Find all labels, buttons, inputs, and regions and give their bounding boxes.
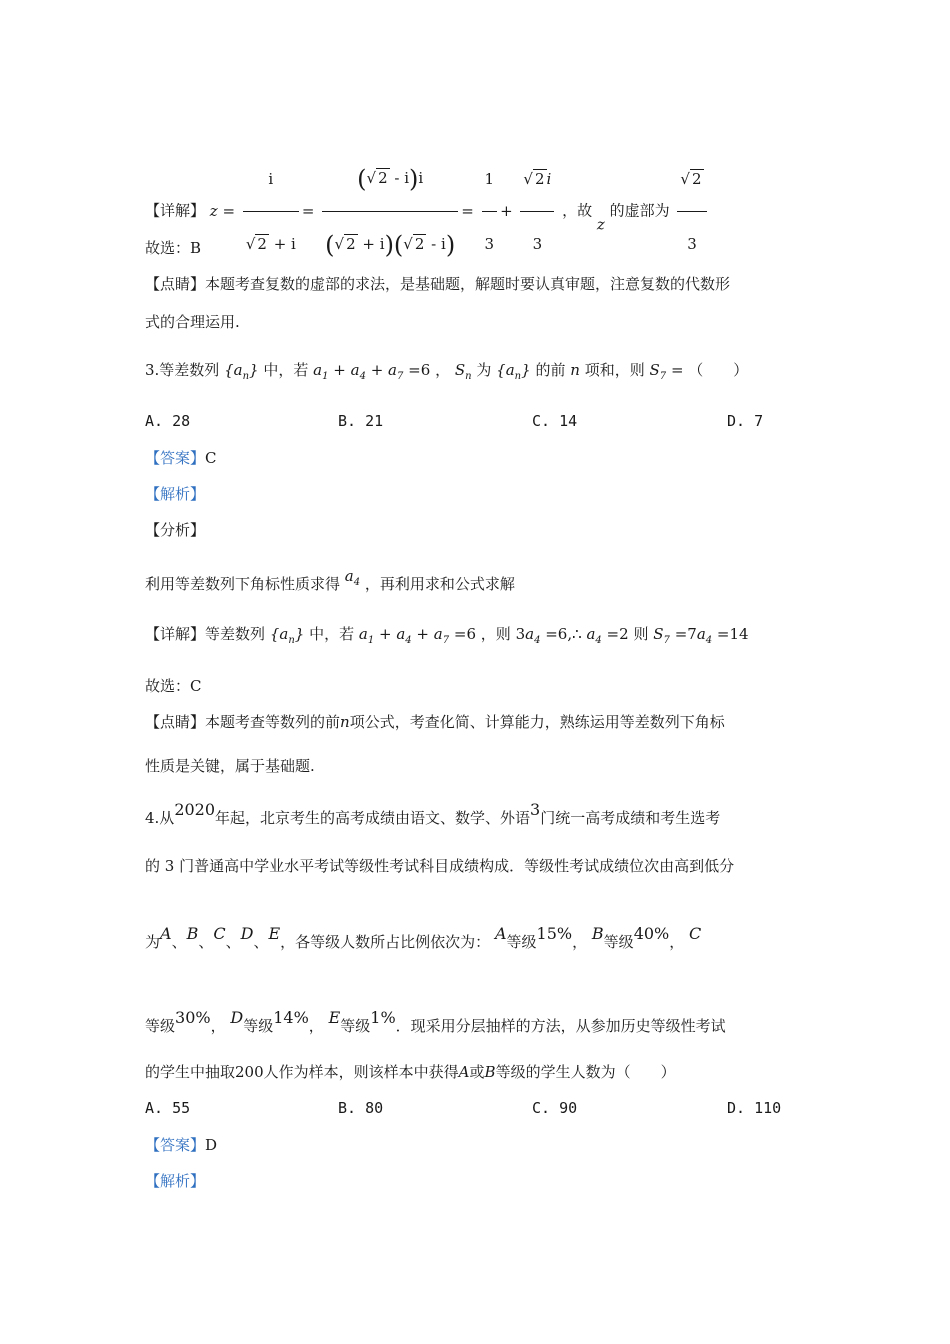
q4-comma-2: ， <box>669 933 685 951</box>
q3-stem-prefix: 3.等差数列 <box>145 361 220 379</box>
q4-comma-4: ， <box>308 1017 324 1035</box>
q4-pct-b: 40% <box>633 924 670 943</box>
q3-stem-end: （ ） <box>688 361 749 379</box>
q3-detail-t2: 中，若 <box>309 625 355 643</box>
q3-detail-cond: $a_1 + a_4 + a_7 =6$ <box>358 625 476 646</box>
q4-l1-c: 门统一高考成绩和考生选考 <box>540 809 721 827</box>
q3-answer <box>145 448 217 468</box>
q3-detail-t4: 则 <box>633 625 649 643</box>
q3-n: n <box>570 361 580 379</box>
q4-comma-1: ， <box>572 933 588 951</box>
q4-grade-c-2: C <box>689 924 702 943</box>
q2-var-z: z <box>596 215 605 234</box>
q4-option-a: A. 55 <box>145 1099 191 1117</box>
q3-stem <box>145 360 748 387</box>
q4-grade-word-e: 等级 <box>340 1017 371 1035</box>
q3-option-a: A. 28 <box>145 412 191 430</box>
q3-analysis-label: 【解析】 <box>145 485 206 503</box>
q3-detail-t3: ，则 <box>480 625 511 643</box>
q2-detail-line <box>145 148 710 275</box>
q4-grade-word-d: 等级 <box>243 1017 274 1035</box>
q4-line-4 <box>145 1008 726 1036</box>
q4-pct-e: 1% <box>370 1008 396 1027</box>
q4-l5-c: 等级的学生人数为（ ） <box>495 1063 676 1081</box>
q2-detail-label: 【详解】 <box>145 201 206 220</box>
q3-select: 故选：C <box>145 677 202 695</box>
q2-comment-label: 【点睛】 <box>145 275 206 293</box>
q4-grade-d: D <box>240 924 254 943</box>
q3-fenxi-label: 【分析】 <box>145 521 206 539</box>
q3-comment-1: 本题考查等数列的前 <box>205 713 341 731</box>
q4-grade-a-3: A <box>458 1063 470 1081</box>
q4-line-5 <box>145 1062 676 1082</box>
q3-detail <box>145 624 749 651</box>
q4-option-d: D. 110 <box>727 1099 782 1117</box>
q3-fenxi-text-1: 利用等差数列下角标性质求得 <box>145 575 341 593</box>
q3-stem-mid5: 项和，则 <box>584 361 645 379</box>
q4-grade-e-2: E <box>328 1008 341 1027</box>
q4-year: 2020 <box>174 800 216 819</box>
q2-answer-line: 故选：B <box>145 239 202 257</box>
q4-l5-or: 或 <box>469 1063 485 1081</box>
q4-sample-size: 200 <box>235 1063 264 1081</box>
q4-grade-a: A <box>160 924 172 943</box>
q3-s7: $S_7$ = <box>649 361 684 382</box>
q4-l1-b: 年起，北京考生的高考成绩由语文、数学、外语 <box>215 809 531 827</box>
q3-stem-mid2: ， <box>435 361 451 379</box>
q3-sn: $S_n$ <box>454 361 472 382</box>
q4-grade-word-c: 等级 <box>145 1017 176 1035</box>
q4-pct-a: 15% <box>536 924 573 943</box>
q4-grade-word-b: 等级 <box>603 933 634 951</box>
q3-option-d: D. 7 <box>727 412 764 430</box>
q4-grade-a-2: A <box>494 924 507 943</box>
q4-sep-3: 、 <box>225 933 241 951</box>
q3-fenxi-text <box>145 566 515 594</box>
q4-grade-d-2: D <box>230 1008 244 1027</box>
q4-analysis-label: 【解析】 <box>145 1172 206 1190</box>
q4-l4-end: ．现采用分层抽样的方法，从参加历史等级性考试 <box>395 1017 726 1035</box>
q4-sep-1: 、 <box>171 933 187 951</box>
q4-option-c: C. 90 <box>532 1099 578 1117</box>
q2-comment-line-2: 式的合理运用. <box>145 313 240 331</box>
q2-detail-mid: ，故 <box>562 201 593 220</box>
q3-detail-step: $3a_4$ =6,∴ $a_4 =2$ <box>515 625 629 646</box>
q2-comment-line-1 <box>145 274 730 294</box>
q2-formula: z = $\frac{i}{√ 2 + i}$ = $\frac{(√ 2 - i)i}{(√ 2 + i)(√ 2 - i)}$ = $\frac{1}{3}$ + $\frac{√ 2 i}{3}$ <box>210 202 562 220</box>
q4-sep-4: 、 <box>253 933 269 951</box>
q3-stem-mid4: 的前 <box>535 361 566 379</box>
q3-comment-n: n <box>340 713 350 731</box>
q3-answer-label: 【答案】 <box>145 449 206 467</box>
q4-l3-a: 为 <box>145 933 161 951</box>
q2-comment-text-1: 本题考查复数的虚部的求法，是基础题，解题时要认真审题，注意复数的代数形 <box>205 275 731 293</box>
q4-l5-b: 人作为样本，则该样本中获得 <box>263 1063 459 1081</box>
q4-grade-b: B <box>186 924 199 943</box>
q4-option-b: B. 80 <box>338 1099 384 1117</box>
q4-grade-e: E <box>268 924 281 943</box>
q3-seq-a: $\{a_n\}$ <box>224 361 259 382</box>
q3-option-c: C. 14 <box>532 412 578 430</box>
q3-option-b: B. 21 <box>338 412 384 430</box>
q3-seq-a-2: $\{a_n\}$ <box>496 361 531 382</box>
q3-fenxi-text-2: ，再利用求和公式求解 <box>364 575 515 593</box>
q3-a4: $a_4$ <box>344 567 361 588</box>
q3-comment <box>145 712 725 732</box>
q3-stem-mid3: 为 <box>476 361 492 379</box>
q4-line-1 <box>145 800 720 828</box>
q3-stem-mid1: 中，若 <box>263 361 309 379</box>
q4-l1-a: 4.从 <box>145 809 175 827</box>
q2-detail-end: 的虚部为 <box>609 201 670 220</box>
q4-grade-word-a: 等级 <box>506 933 537 951</box>
q4-answer-label: 【答案】 <box>145 1136 206 1154</box>
q4-answer-value: D <box>205 1136 218 1154</box>
q3-comment-2: 项公式，考查化简、计算能力，熟练运用等差数列下角标 <box>349 713 725 731</box>
q3-condition: $a_1 + a_4 + a_7 =6$ <box>313 361 431 382</box>
q4-sep-2: 、 <box>198 933 214 951</box>
q3-detail-seq: $\{a_n\}$ <box>269 625 305 646</box>
q3-comment-3: 性质是关键，属于基础题. <box>145 757 315 775</box>
q4-line-3 <box>145 924 701 952</box>
q3-detail-t1: 等差数列 <box>205 625 266 643</box>
q3-detail-label: 【详解】 <box>145 625 206 643</box>
q3-comment-label: 【点睛】 <box>145 713 206 731</box>
q4-comma-3: ， <box>210 1017 226 1035</box>
q4-grade-b-3: B <box>484 1063 496 1081</box>
q4-l5-a: 的学生中抽取 <box>145 1063 236 1081</box>
q4-l3-b: ，各等级人数所占比例依次为： <box>280 933 491 951</box>
q4-pct-c: 30% <box>175 1008 211 1027</box>
q4-pct-d: 14% <box>273 1008 309 1027</box>
q3-detail-result: $S_7 =7a_4 =14$ <box>653 625 749 646</box>
q2-result-fraction: $\frac{√ 2}{3}$ <box>677 149 706 274</box>
q4-grade-b-2: B <box>591 924 604 943</box>
q3-answer-value: C <box>205 449 217 467</box>
q4-answer <box>145 1135 217 1155</box>
q4-grade-c: C <box>213 924 226 943</box>
q4-three: 3 <box>530 800 541 819</box>
q4-line-2: 的 3 门普通高中学业水平考试等级性考试科目成绩构成．等级性考试成绩位次由高到低分 <box>145 857 735 875</box>
